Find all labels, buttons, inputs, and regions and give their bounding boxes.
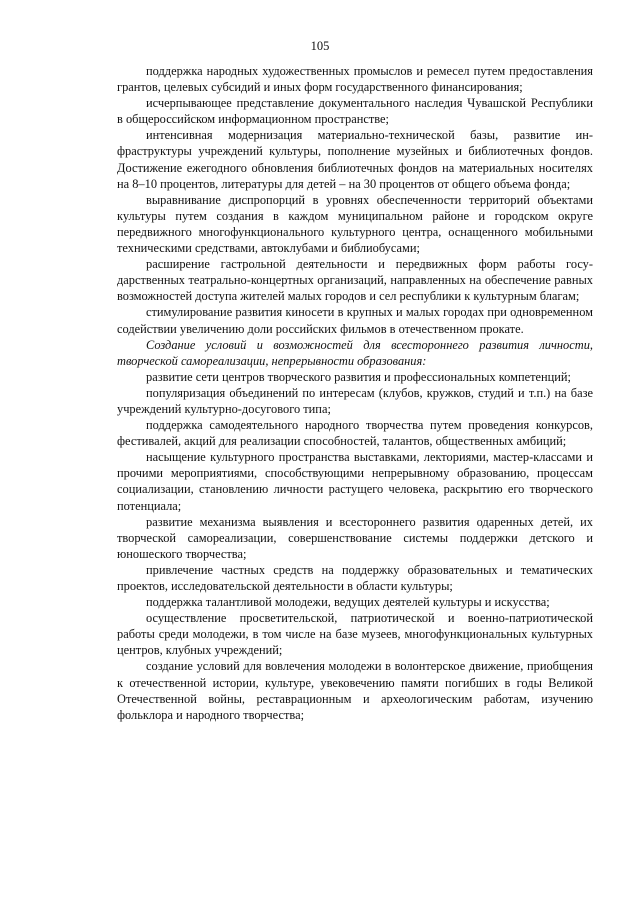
- page-number: 105: [310, 39, 330, 53]
- paragraph-volunteer-movement: создание условий для вовлечения молодежи в волонтерское движение, приобщения к отечественной истории, культуре, увековечению памяти погибших в годы Великой Отечественной войны, реставрационным и археологическим работам, изучению фольклора и народного творчества;: [117, 659, 593, 722]
- paragraph-patriotic-work: осуществление просветительской, патриотической и военно-патриотической работы среди молодежи, в том числе на базе музеев, многофункциональных культурных центров, клубных учреждений;: [117, 611, 593, 658]
- paragraph-disproportion-leveling: выравнивание диспропорций в уровнях обеспеченности территорий объектами культуры путем создания в каждом муниципальном районе и городском округе передвижного многофункционального культурного центра, оснащенного мобильными техническими средствами, автоклубами и библиобусами;: [117, 192, 593, 256]
- paragraph-creative-centers: развитие сети центров творческого развития и профессиональных компетенций;: [146, 369, 571, 384]
- paragraph-touring-activity: расширение гастрольной деятельности и передвижных форм работы государственных театрально-концертных организаций, направленных на обеспечение равных возможностей доступа жителей малых городов и сел республики к культурным благам;: [117, 257, 593, 304]
- paragraph-documentary-heritage: исчерпывающее представление документального наследия Чувашской Республики в общероссийском информационном пространстве;: [117, 96, 593, 127]
- paragraph-interest-groups: популяризация объединений по интересам (клубов, кружков, студий и т.п.) на базе учреждений культурно-досугового типа;: [117, 385, 593, 416]
- paragraph-cinema-network: стимулирование развития киносети в крупных и малых городах при одновременном содействии увеличению доли российских фильмов в отечественном прокате.: [117, 305, 593, 336]
- paragraph-talented-youth: поддержка талантливой молодежи, ведущих деятелей культуры и искусства;: [146, 595, 550, 610]
- paragraph-amateur-art: поддержка самодеятельного народного творчества путем проведения конкурсов, фестивалей, акций для реализации способностей, талантов, общественных амбиций;: [117, 418, 593, 449]
- page-body: [117, 63, 593, 723]
- section-heading-personal-development: Создание условий и возможностей для всестороннего развития личности, творческой самореализации, непрерывности образования:: [117, 337, 593, 368]
- paragraph-private-funds: привлечение частных средств на поддержку образовательных и тематических проектов, исследовательской деятельности в области культуры;: [117, 562, 593, 593]
- paragraph-modernization: интенсивная модернизация материально-технической базы, развитие инфраструктуры учреждений культуры, пополнение музейных и библиотечных фондов. Достижение ежегодного обновления библиотечных фондов на материальных носителях на 8–10 процентов, литературы для детей – на 30 процентов от общего объема фонда;: [117, 128, 593, 191]
- paragraph-gifted-children: развитие механизма выявления и всестороннего развития одаренных детей, их творческой самореализации, совершенствование системы поддержки детского и юношеского творчества;: [117, 514, 593, 561]
- paragraph-cultural-space: насыщение культурного пространства выставками, лекториями, мастер-классами и прочими мероприятиями, способствующими непрерывному образованию, процессам социализации, становлению личности растущего человека, раскрытию его творческого потенциала;: [117, 450, 593, 513]
- paragraph-crafts-support: поддержка народных художественных промыслов и ремесел путем предоставления грантов, целевых субсидий и иных форм государственного финансирования;: [117, 64, 593, 95]
